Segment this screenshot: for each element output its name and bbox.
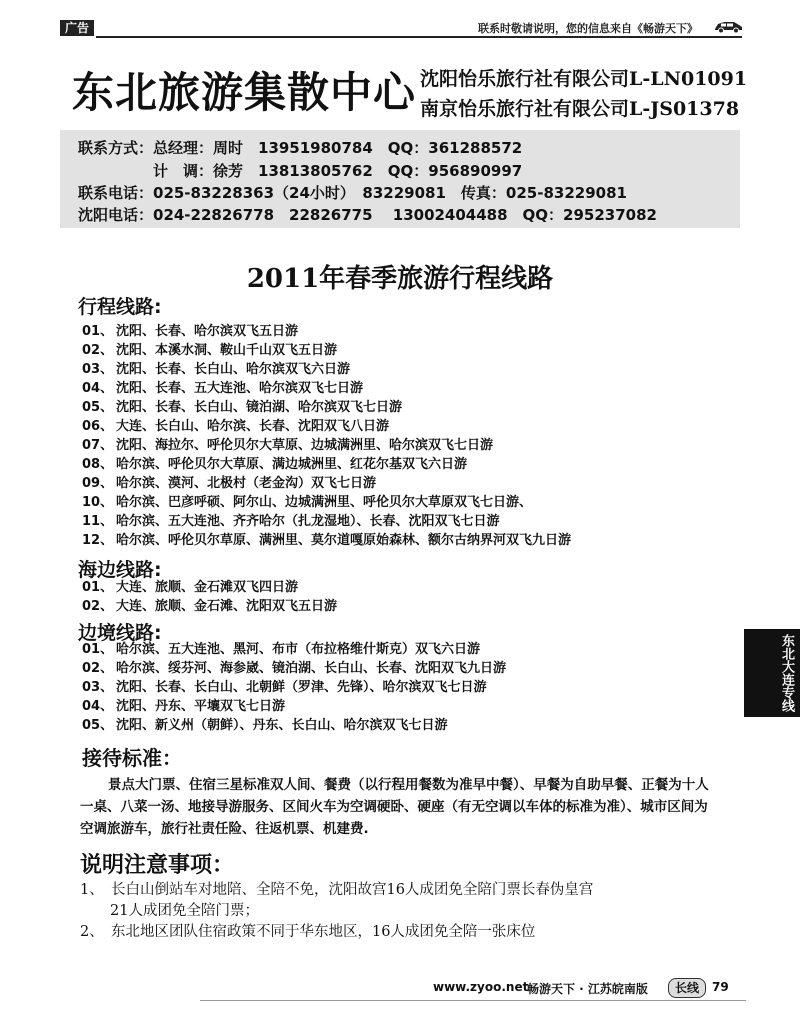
list-item: 06、 大连、长白山、哈尔滨、长春、沈阳双飞八日游 xyxy=(82,419,390,434)
list-item: 04、 沈阳、长春、五大连池、哈尔滨双飞七日游 xyxy=(82,381,364,396)
list-item: 03、 沈阳、长春、长白山、北朝鲜（罗津、先锋）、哈尔滨双飞七日游 xyxy=(82,680,487,695)
company-shenyang: 沈阳怡乐旅行社有限公司L-LN01091 xyxy=(420,68,748,90)
contact-row-manager: 联系方式：总经理：周时 13951980784 QQ：361288572 xyxy=(78,139,523,157)
list-item: 02、 沈阳、本溪水洞、鞍山千山双飞五日游 xyxy=(82,343,338,358)
note-item-1: 1、 长白山倒站车对地陪、全陪不免，沈阳故宫16人成团免全陪门票长春伪皇宫 xyxy=(80,882,594,898)
list-item: 12、 哈尔滨、呼伦贝尔草原、满洲里、莫尔道嘎原始森林、额尔古纳界河双飞九日游 xyxy=(82,533,572,548)
standard-heading: 接待标准： xyxy=(82,746,182,770)
list-item: 05、 沈阳、长春、长白山、镜泊湖、哈尔滨双飞七日游 xyxy=(82,400,403,415)
list-item: 02、 大连、旅顺、金石滩、沈阳双飞五日游 xyxy=(82,599,338,614)
standard-text: 景点大门票、住宿三星标准双人间、餐费（以行程用餐数为准早中餐）、早餐为自助早餐、正餐为十人一桌、八菜一汤、地接导游服务、区间火车为空调硬卧、硬座（有无空调以车体的标准为准）、城市区间为空调旅游车，旅行社责任险、往返机票、机建费. xyxy=(80,777,709,837)
footer-url[interactable]: www.zyoo.net xyxy=(433,980,529,994)
footer-divider xyxy=(200,1000,746,1001)
routes-list xyxy=(82,322,571,550)
top-note: 联系时敬请说明，您的信息来自《畅游天下》 xyxy=(478,22,698,35)
list-item: 01、 沈阳、长春、哈尔滨双飞五日游 xyxy=(82,324,299,339)
list-item: 11、 哈尔滨、五大连池、齐齐哈尔（扎龙湿地）、长春、沈阳双飞七日游 xyxy=(82,514,500,529)
list-item: 04、 沈阳、丹东、平壤双飞七日游 xyxy=(82,699,286,714)
list-item: 10、 哈尔滨、巴彦呼硕、阿尔山、边城满洲里、呼伦贝尔大草原双飞七日游、 xyxy=(82,495,533,510)
page-title: 2011年春季旅游行程线路 xyxy=(246,264,554,294)
footer xyxy=(0,978,800,998)
list-item: 08、 哈尔滨、呼伦贝尔大草原、满边城洲里、红花尔基双飞六日游 xyxy=(82,457,468,472)
contact-row-phone: 联系电话：025-83228363（24小时） 83229081 传真：025-83229081 xyxy=(78,184,627,202)
sea-routes-heading: 海边线路: xyxy=(78,559,162,581)
notes-heading: 说明注意事项： xyxy=(80,852,235,878)
company-nanjing: 南京怡乐旅行社有限公司L-JS01378 xyxy=(420,98,740,120)
brand-title: 东北旅游集散中心 xyxy=(72,68,417,117)
list-item: 05、 沈阳、新义州（朝鲜）、丹东、长白山、哈尔滨双飞七日游 xyxy=(82,718,448,733)
page-number: 79 xyxy=(712,980,729,994)
border-routes-list xyxy=(82,640,506,735)
side-tab-dongbei-dalian: 东北大连专线 xyxy=(744,629,800,717)
footer-badge: 长线 xyxy=(668,978,706,998)
note-item-2: 2、 东北地区团队住宿政策不同于华东地区，16人成团免全陪一张床位 xyxy=(80,924,536,940)
list-item: 09、 哈尔滨、漠河、北极村（老金沟）双飞七日游 xyxy=(82,476,377,491)
routes-heading: 行程线路: xyxy=(78,296,162,318)
top-divider xyxy=(96,36,742,38)
list-item: 03、 沈阳、长春、长白山、哈尔滨双飞六日游 xyxy=(82,362,351,377)
border-routes-heading: 边境线路: xyxy=(78,622,162,644)
footer-publication: 畅游天下 · 江苏皖南版 xyxy=(527,982,648,996)
car-icon xyxy=(712,18,744,34)
list-item: 01、 哈尔滨、五大连池、黑河、布市（布拉格维什斯克）双飞六日游 xyxy=(82,642,481,657)
contact-row-shenyang: 沈阳电话：024-22826778 22826775 13002404488 QQ：295237082 xyxy=(78,206,657,224)
contact-row-planner: 计 调：徐芳 13813805762 QQ：956890997 xyxy=(78,162,523,180)
notes-list xyxy=(80,880,740,943)
sea-routes-list xyxy=(82,578,337,616)
list-item: 07、 沈阳、海拉尔、呼伦贝尔大草原、边城满洲里、哈尔滨双飞七日游 xyxy=(82,438,494,453)
note-item-1-cont: 21人成团免全陪门票； xyxy=(110,903,259,919)
list-item: 02、 哈尔滨、绥芬河、海参崴、镜泊湖、长白山、长春、沈阳双飞九日游 xyxy=(82,661,507,676)
list-item: 01、 大连、旅顺、金石滩双飞四日游 xyxy=(82,580,299,595)
ad-label: 广告 xyxy=(60,20,94,36)
